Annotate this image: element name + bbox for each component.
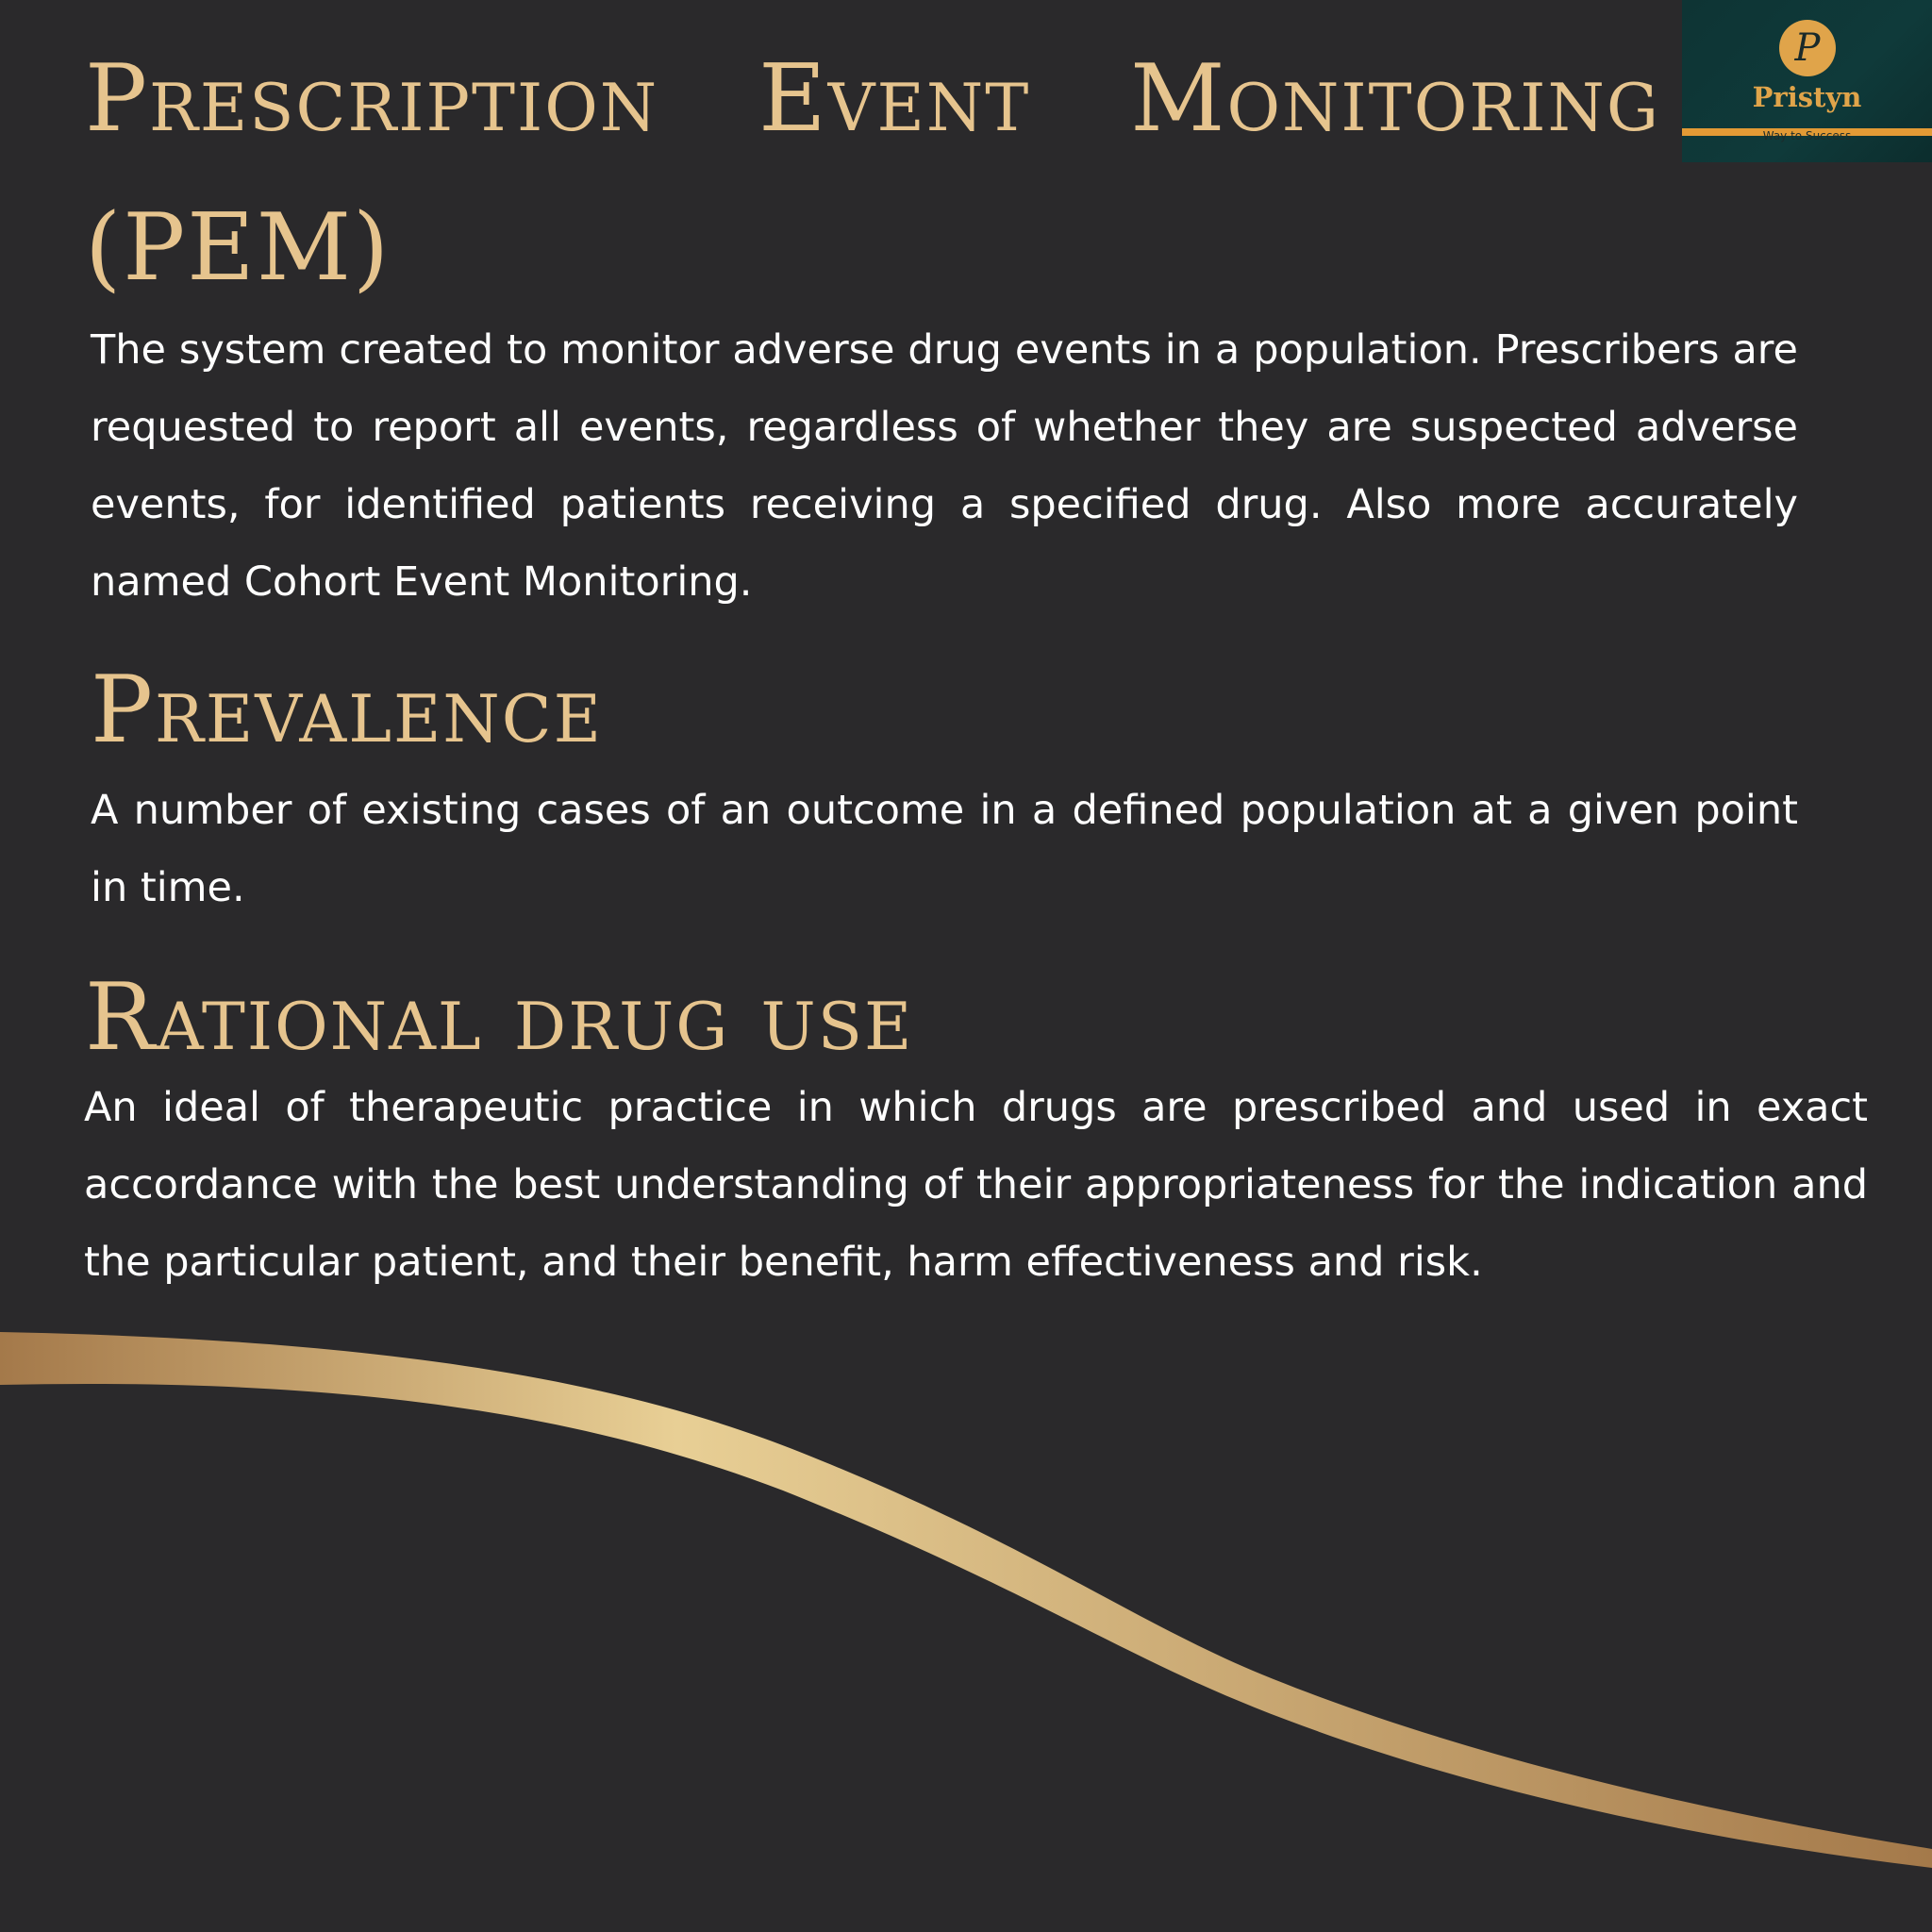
pem-definition: The system created to monitor adverse drug events in a population. Prescribers are requested to report all events, regardless of whether they are suspected adverse events, for identified patients receiving a specified drug. Also more accurately named Cohort Event Monitoring. [91,326,1798,606]
pem-heading-abbreviation: (PEM) [85,194,391,302]
pem-heading-word: Prescription [85,45,659,153]
gold-swoosh-decoration [0,1302,1932,1932]
pem-heading-word: Event [758,45,1031,153]
rational-drug-use-heading: Rational drug use [85,964,914,1072]
rational-drug-use-definition: An ideal of therapeutic practice in which drugs are prescribed and used in exact accordance with the best understanding of their appropriateness for the indication and the particular patient, and their benefit, harm effectiveness and risk. [84,1084,1868,1286]
prevalence-definition: A number of existing cases of an outcome in a defined population at a given point in time. [91,787,1798,911]
pem-heading-word: Monitoring [1130,45,1660,153]
prevalence-heading: Prevalence [91,657,603,764]
pem-heading [85,45,1660,153]
brand-logo [1682,0,1932,162]
logo-mark-letter: P [1794,26,1821,70]
logo-name: Pristyn [1752,81,1862,113]
pristyn-logo-icon [1776,17,1839,79]
logo-tagline: Way to Success [1762,129,1852,142]
